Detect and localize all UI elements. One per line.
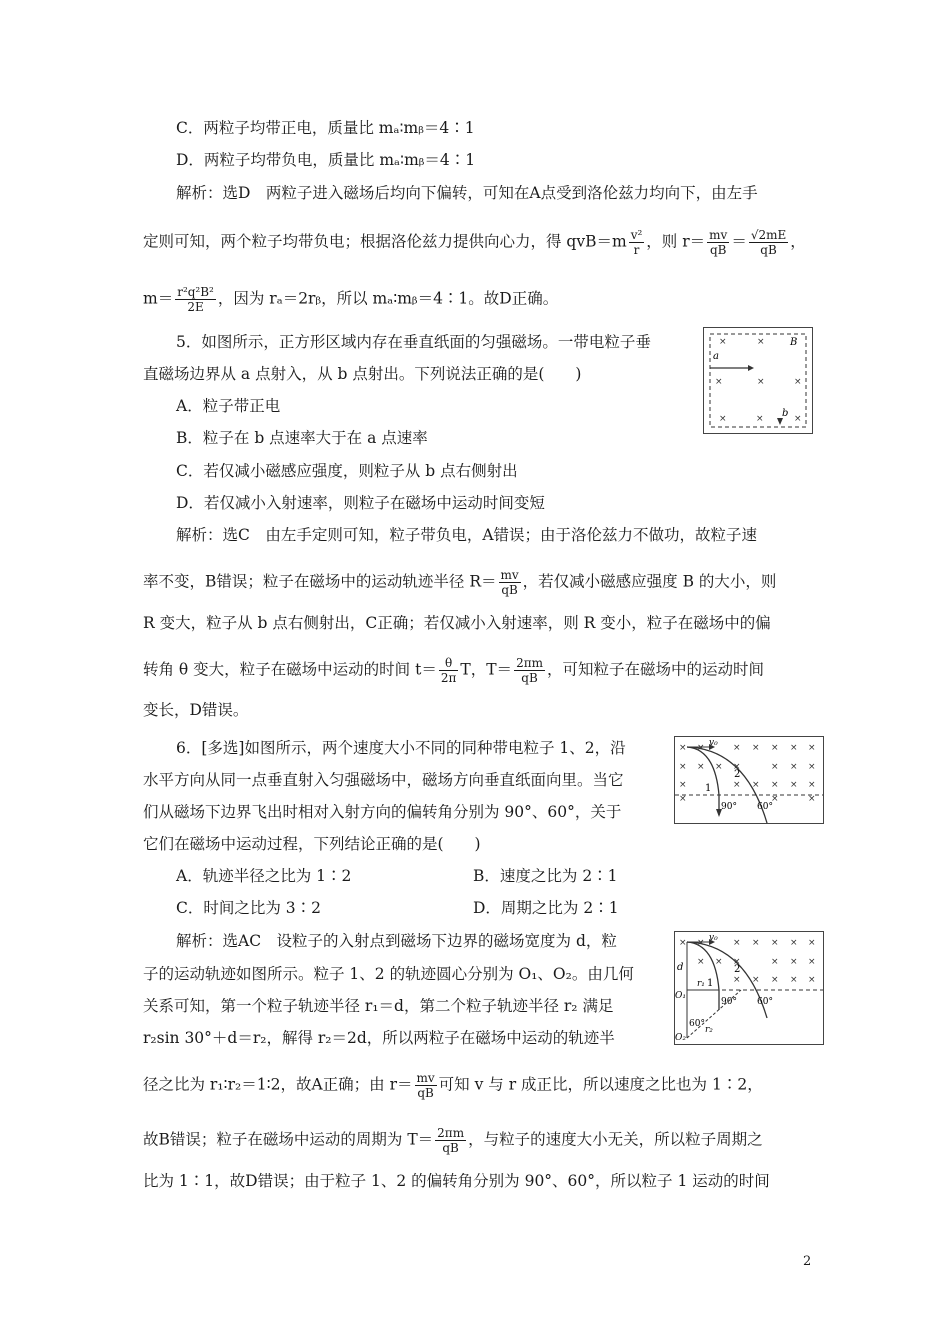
q5-sol4-text-b: T，T＝ — [460, 660, 513, 679]
q4-solution-line3 — [143, 285, 558, 314]
q6-option-a: A．轨迹半径之比为 1∶2 — [176, 867, 352, 885]
field-cross: × — [715, 377, 723, 387]
q6-solution-line6 — [143, 1126, 763, 1155]
field-cross: × — [794, 377, 802, 387]
q6-sol6-text-a: 故B错误；粒子在磁场中运动的周期为 T＝ — [143, 1130, 434, 1149]
field-cross: × — [697, 957, 705, 967]
q6-stem-line3: 们从磁场下边界飞出时相对入射方向的偏转角分别为 90°、60°，关于 — [143, 803, 622, 821]
field-cross: × — [790, 975, 798, 985]
field-cross: × — [733, 780, 741, 790]
q6-stem-line1: 6．[多选]如图所示，两个速度大小不同的同种带电粒子 1、2，沿 — [176, 739, 626, 757]
field-cross: × — [752, 938, 760, 948]
field-cross: × — [790, 780, 798, 790]
field-cross: × — [771, 794, 779, 804]
q4-option-c: C．两粒子均带正电，质量比 mₐ∶mᵦ＝4∶1 — [176, 119, 475, 137]
radius-r2-label: r₂ — [705, 1025, 713, 1035]
field-cross: × — [679, 794, 687, 804]
field-cross: × — [719, 337, 727, 347]
q6-solution-line2: 子的运动轨迹如图所示。粒子 1、2 的轨迹圆心分别为 O₁、O₂。由几何 — [143, 965, 634, 983]
q5-solution-line5: 变长，D错误。 — [143, 701, 249, 719]
trajectory-1 — [687, 747, 719, 815]
field-cross: × — [771, 975, 779, 985]
q4-sol3-text-a: m＝ — [143, 289, 174, 308]
field-B-label: B — [790, 337, 798, 348]
point-b-label: b — [782, 408, 789, 419]
q4-option-d: D．两粒子均带负电，质量比 mₐ∶mᵦ＝4∶1 — [176, 151, 476, 169]
radius-r1-label: r₁ — [697, 979, 705, 989]
q6-figure2-svg — [675, 932, 823, 1044]
fraction-mv-over-qb: $\frac{mv}{qB}$ — [416, 1071, 435, 1100]
field-cross: × — [752, 780, 760, 790]
fraction-v2-over-r: $\frac{\text{v²}}{r}$ — [630, 228, 643, 257]
field-cross: × — [756, 414, 764, 424]
fraction-theta-over-2pi: $\frac{\theta}{2\pi}$ — [440, 656, 457, 685]
q6-solution-line7: 比为 1∶1，故D错误；由于粒子 1、2 的偏转角分别为 90°、60°，所以粒子 1 运动的时间 — [143, 1172, 770, 1190]
q6-figure-geometry — [674, 931, 824, 1045]
field-cross: × — [771, 762, 779, 772]
q4-sol3-text-b: ，因为 rₐ＝2rᵦ，所以 mₐ∶mᵦ＝4∶1。故D正确。 — [217, 289, 559, 308]
field-cross: × — [733, 938, 741, 948]
field-cross: × — [733, 762, 741, 772]
field-cross: × — [697, 938, 705, 948]
q6-figure1-svg — [675, 737, 823, 823]
q6-solution-line4: r₂sin 30°＋d＝r₂，解得 r₂＝2d，所以两粒子在磁场中运动的轨迹半 — [143, 1029, 615, 1047]
field-cross: × — [715, 762, 723, 772]
field-cross: × — [715, 957, 723, 967]
q5-figure-square-field — [703, 327, 813, 434]
field-cross: × — [790, 957, 798, 967]
q5-solution-line4 — [143, 656, 764, 685]
q4-sol2-text-b: ，则 r＝ — [646, 232, 706, 251]
field-cross: × — [752, 975, 760, 985]
point-a-label: a — [713, 351, 719, 362]
field-cross: × — [808, 938, 816, 948]
q6-option-c: C．时间之比为 3∶2 — [176, 899, 322, 917]
fraction-2pim-over-qb: $\frac{2\pi m}{qB}$ — [437, 1126, 465, 1155]
traj1-label: 1 — [707, 978, 714, 989]
field-cross: × — [808, 957, 816, 967]
q6-sol6-text-b: ，与粒子的速度大小无关，所以粒子周期之 — [468, 1130, 763, 1149]
fraction-mv-over-qb: $\frac{mv}{qB}$ — [709, 228, 728, 257]
q6-solution-line5 — [143, 1071, 763, 1100]
q6-option-b: B．速度之比为 2∶1 — [473, 867, 618, 885]
field-cross: × — [679, 743, 687, 753]
trajectory-1 — [687, 942, 719, 1010]
q6-stem-line2: 水平方向从同一点垂直射入匀强磁场中，磁场方向垂直纸面向里。当它 — [143, 771, 624, 789]
q6-figure-trajectories — [674, 736, 824, 824]
q4-sol2-text-a: 定则可知，两个粒子均带负电；根据洛伦兹力提供向心力，得 qvB＝m — [143, 232, 627, 251]
field-cross: × — [733, 743, 741, 753]
q6-sol5-text-a: 径之比为 r₁∶r₂＝1∶2，故A正确；由 r＝ — [143, 1075, 413, 1094]
q5-option-a: A．粒子带正电 — [176, 397, 281, 415]
angle-90-label: 90° — [721, 802, 737, 812]
q4-solution-line2: 定则可知，两个粒子均带负电；根据洛伦兹力提供向心力，得 qvB＝m $\frac{\text{v²}}{r}$ ，则 r＝ $\frac{mv}{qB}$ ＝ $\frac{√2mE}{qB}$ ， — [143, 228, 806, 257]
q5-option-c: C．若仅减小磁感应强度，则粒子从 b 点右侧射出 — [176, 462, 518, 480]
v0-label: v₀ — [709, 933, 718, 943]
field-cross: × — [679, 938, 687, 948]
fraction-mass: $\frac{\text{r²q²B²}}{2E}$ — [177, 285, 214, 314]
field-cross: × — [719, 414, 727, 424]
field-cross: × — [679, 780, 687, 790]
angle-60-label: 60° — [757, 997, 773, 1007]
traj2-label: 2 — [734, 964, 741, 975]
field-cross: × — [757, 337, 765, 347]
q5-option-d: D．若仅减小入射速率，则粒子在磁场中运动时间变短 — [176, 494, 545, 512]
field-cross: × — [808, 780, 816, 790]
field-cross: × — [794, 414, 802, 424]
q5-sol2-text-a: 率不变，B错误；粒子在磁场中的运动轨迹半径 R＝ — [143, 572, 497, 591]
field-cross: × — [790, 762, 798, 772]
q5-figure-svg — [704, 328, 812, 433]
q4-solution-line1: 解析：选D 两粒子进入磁场后均向下偏转，可知在A点受到洛伦兹力均向下，由左手 — [176, 184, 758, 202]
fraction-sqrt-2mek-over-qb: $\frac{√2mE}{qB}$ — [750, 228, 787, 257]
q5-sol2-text-b: ，若仅减小磁感应强度 B 的大小，则 — [522, 572, 777, 591]
field-cross: × — [697, 762, 705, 772]
field-cross: × — [790, 938, 798, 948]
field-cross: × — [697, 743, 705, 753]
q6-option-d: D．周期之比为 2∶1 — [473, 899, 619, 917]
field-cross: × — [771, 957, 779, 967]
q6-sol5-text-b: 可知 v 与 r 成正比，所以速度之比也为 1∶2， — [438, 1075, 763, 1094]
field-cross: × — [808, 743, 816, 753]
fraction-mv-over-qb: $\frac{mv}{qB}$ — [500, 568, 519, 597]
q6-stem-line4: 它们在磁场中运动过程，下列结论正确的是( ) — [143, 835, 481, 853]
exit-arrow-head — [777, 418, 783, 425]
q6-solution-line1: 解析：选AC 设粒子的入射点到磁场下边界的磁场宽度为 d，粒 — [176, 932, 617, 950]
q6-solution-line3: 关系可知，第一个粒子轨迹半径 r₁＝d，第二个粒子轨迹半径 r₂ 满足 — [143, 997, 614, 1015]
angle-90-label: 90° — [721, 997, 737, 1007]
q5-sol4-text-c: ，可知粒子在磁场中的运动时间 — [546, 660, 764, 679]
v0-label: v₀ — [709, 738, 718, 748]
q5-solution-line1: 解析：选C 由左手定则可知，粒子带负电，A错误；由于洛伦兹力不做功，故粒子速 — [176, 526, 758, 544]
field-cross: × — [790, 743, 798, 753]
q5-option-b: B．粒子在 b 点速率大于在 a 点速率 — [176, 429, 428, 447]
width-d-label: d — [677, 962, 684, 973]
field-cross: × — [733, 957, 741, 967]
field-cross: × — [752, 743, 760, 753]
q5-solution-line3: R 变大，粒子从 b 点右侧射出，C正确；若仅减小入射速率，则 R 变小，粒子在磁场中的偏 — [143, 614, 771, 632]
center-O1-label: O₁ — [675, 991, 686, 1001]
q5-stem-line2: 直磁场边界从 a 点射入，从 b 点射出。下列说法正确的是( ) — [143, 365, 582, 383]
field-cross: × — [771, 938, 779, 948]
fraction-2pim-over-qb: $\frac{2\pi m}{qB}$ — [516, 656, 543, 685]
field-cross: × — [808, 975, 816, 985]
angle-60-label: 60° — [757, 802, 773, 812]
field-cross: × — [757, 377, 765, 387]
traj1-label: 1 — [705, 783, 712, 794]
arrow-head — [748, 365, 754, 371]
field-cross: × — [808, 794, 816, 804]
angle-60-at-O2-label: 60° — [689, 1019, 705, 1029]
page-number: 2 — [803, 1254, 812, 1269]
field-cross: × — [771, 743, 779, 753]
traj2-label: 2 — [734, 769, 741, 780]
field-cross: × — [733, 975, 741, 985]
center-O2-label: O₂ — [675, 1033, 686, 1043]
q5-sol4-text-a: 转角 θ 变大，粒子在磁场中运动的时间 t＝ — [143, 660, 437, 679]
q5-solution-line2 — [143, 568, 776, 597]
field-cross: × — [808, 762, 816, 772]
field-cross: × — [679, 762, 687, 772]
q4-sol2-text-c: ＝ — [731, 232, 747, 251]
q5-stem-line1: 5．如图所示，正方形区域内存在垂直纸面的匀强磁场。一带电粒子垂 — [176, 333, 651, 351]
field-cross: × — [771, 780, 779, 790]
